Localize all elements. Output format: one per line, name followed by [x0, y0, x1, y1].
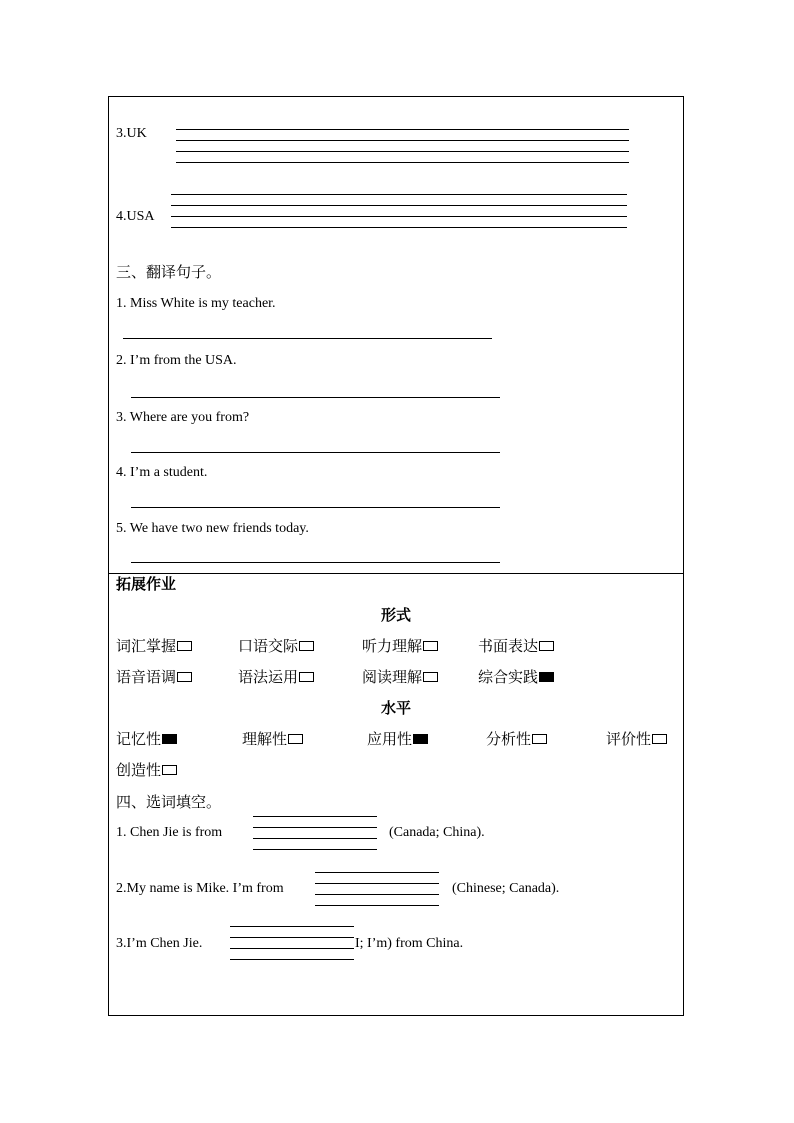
writing-line [171, 205, 627, 206]
checkbox[interactable] [423, 672, 438, 682]
checkbox-checked[interactable] [162, 734, 177, 744]
blank-line [230, 948, 354, 949]
answer-line [131, 397, 500, 398]
form-option-writing: 书面表达 [478, 638, 554, 654]
form-option-speaking: 口语交际 [238, 638, 314, 654]
checkbox-checked[interactable] [413, 734, 428, 744]
blank-line [230, 937, 354, 938]
level-heading: 水平 [380, 699, 411, 717]
form-option-vocabulary: 词汇掌握 [116, 638, 192, 654]
sentence-5: 5. We have two new friends today. [116, 521, 309, 536]
checkbox[interactable] [177, 672, 192, 682]
level-option-analysis: 分析性 [486, 731, 547, 747]
sentence-3: 3. Where are you from? [116, 410, 250, 425]
checkbox[interactable] [299, 641, 314, 651]
sentence-4: 4. I’m a student. [116, 465, 208, 480]
answer-line [131, 452, 500, 453]
form-option-practice: 综合实践 [478, 669, 554, 685]
answer-line [123, 338, 492, 339]
q2-prefix: 2.My name is Mike. I’m from [116, 881, 284, 896]
level-option-memory: 记忆性 [116, 731, 177, 747]
q3-options: I; I’m) from China. [355, 936, 464, 951]
form-heading: 形式 [380, 606, 411, 624]
form-option-grammar: 语法运用 [238, 669, 314, 685]
blank-line [230, 926, 354, 927]
checkbox[interactable] [539, 641, 554, 651]
blank-line [230, 959, 354, 960]
checkbox[interactable] [162, 765, 177, 775]
q1-options: (Canada; China). [389, 825, 485, 840]
sentence-2: 2. I’m from the USA. [116, 353, 237, 368]
q1-prefix: 1. Chen Jie is from [116, 825, 223, 840]
extension-title: 拓展作业 [116, 575, 177, 593]
q3-prefix: 3.I’m Chen Jie. [116, 936, 203, 951]
level-option-creativity: 创造性 [116, 762, 177, 778]
checkbox[interactable] [423, 641, 438, 651]
writing-line [176, 140, 629, 141]
level-option-understanding: 理解性 [242, 731, 303, 747]
q2-options: (Chinese; Canada). [452, 881, 560, 896]
level-option-application: 应用性 [367, 731, 428, 747]
section-3-heading: 三、翻译句子。 [116, 263, 222, 281]
level-option-evaluation: 评价性 [606, 731, 667, 747]
writing-line [171, 227, 627, 228]
item-4-label: 4.USA [116, 209, 155, 224]
blank-line [315, 894, 439, 895]
writing-line [171, 194, 627, 195]
checkbox[interactable] [177, 641, 192, 651]
writing-line [171, 216, 627, 217]
blank-line [253, 838, 377, 839]
checkbox-checked[interactable] [539, 672, 554, 682]
blank-line [315, 905, 439, 906]
blank-line [253, 816, 377, 817]
answer-line [131, 562, 500, 563]
writing-line [176, 151, 629, 152]
blank-line [315, 883, 439, 884]
checkbox[interactable] [288, 734, 303, 744]
blank-line [253, 849, 377, 850]
item-3-label: 3.UK [116, 126, 147, 141]
blank-line [315, 872, 439, 873]
form-option-reading: 阅读理解 [362, 669, 438, 685]
section-divider [108, 573, 684, 574]
answer-line [131, 507, 500, 508]
section-4-heading: 四、选词填空。 [116, 793, 222, 811]
checkbox[interactable] [652, 734, 667, 744]
blank-line [253, 827, 377, 828]
checkbox[interactable] [532, 734, 547, 744]
writing-line [176, 162, 629, 163]
form-option-listening: 听力理解 [362, 638, 438, 654]
sentence-1: 1. Miss White is my teacher. [116, 296, 276, 311]
checkbox[interactable] [299, 672, 314, 682]
worksheet-frame [108, 96, 684, 1016]
writing-line [176, 129, 629, 130]
form-option-pronunciation: 语音语调 [116, 669, 192, 685]
